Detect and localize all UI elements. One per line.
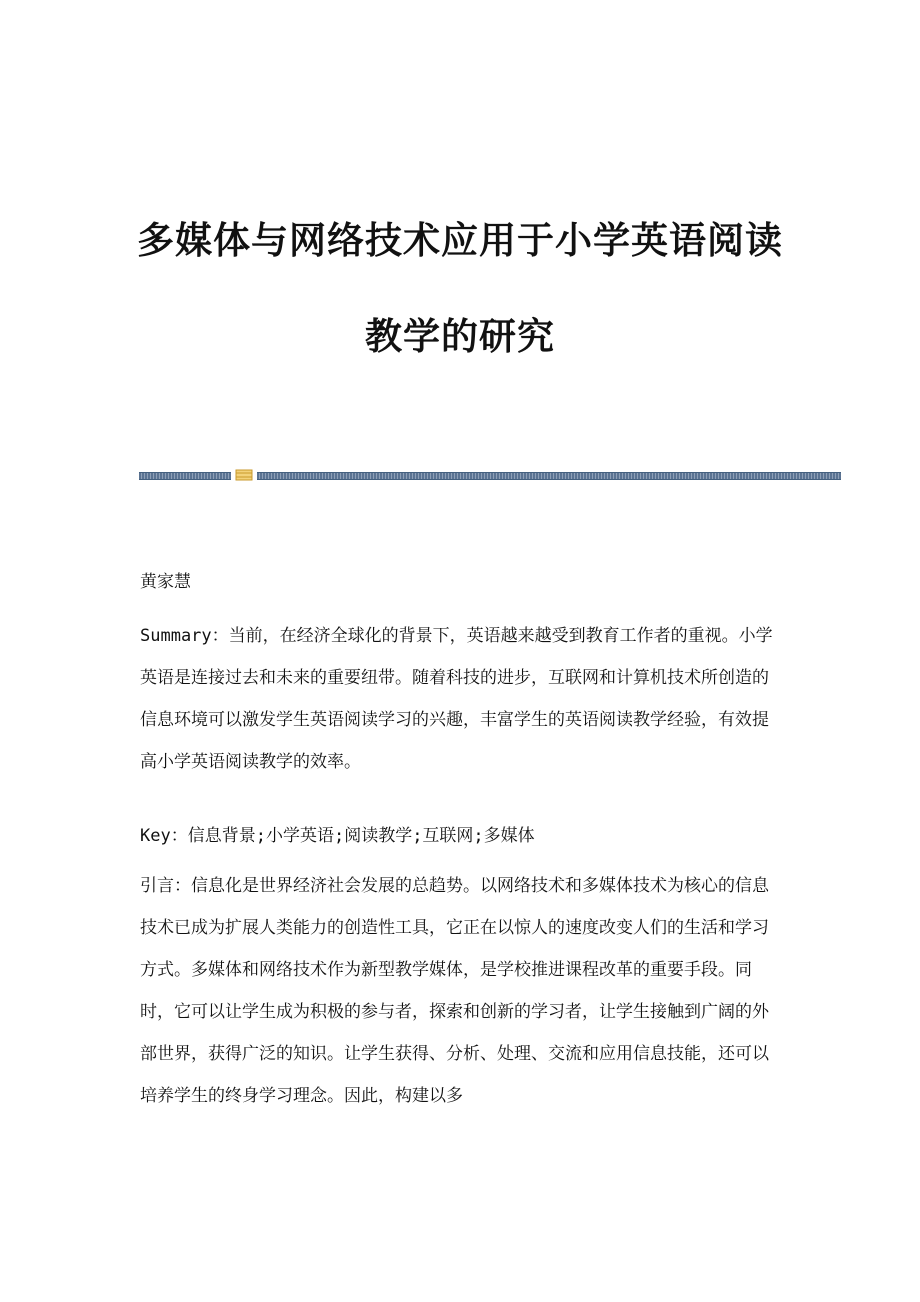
divider-ornament-icon [235, 469, 253, 481]
document-title-line-1: 多媒体与网络技术应用于小学英语阅读 [137, 218, 783, 262]
divider-bar-left [139, 472, 231, 480]
intro-text: 信息化是世界经济社会发展的总趋势。以网络技术和多媒体技术为核心的信息技术已成为扩展人类能力的创造性工具，它正在以惊人的速度改变人们的生活和学习方式。多媒体和网络技术作为新型教学媒体，是学校推进课程改革的重要手段。同时，它可以让学生成为积极的参与者，探索和创新的学习者，让学生接触到广阔的外部世界，获得广泛的知识。让学生获得、分析、处理、交流和应用信息技能，还可以培养学生的终身学习理念。因此，构建以多 [140, 876, 769, 1106]
summary-paragraph [140, 615, 780, 783]
author-name: 黄家慧 [140, 572, 191, 592]
divider-bar-right [257, 472, 841, 480]
summary-label: Summary： [140, 626, 229, 646]
keywords-paragraph [140, 815, 780, 857]
title-divider [139, 469, 841, 481]
document-title-line-2: 教学的研究 [365, 314, 555, 358]
keywords-label: Key： [140, 826, 188, 846]
keywords-text: 信息背景;小学英语;阅读教学;互联网;多媒体 [187, 826, 535, 846]
intro-paragraph [140, 865, 780, 1117]
summary-text: 当前，在经济全球化的背景下，英语越来越受到教育工作者的重视。小学英语是连接过去和未来的重要纽带。随着科技的进步，互联网和计算机技术所创造的信息环境可以激发学生英语阅读学习的兴趣，丰富学生的英语阅读教学经验，有效提高小学英语阅读教学的效率。 [140, 626, 773, 772]
intro-label: 引言： [140, 876, 191, 896]
